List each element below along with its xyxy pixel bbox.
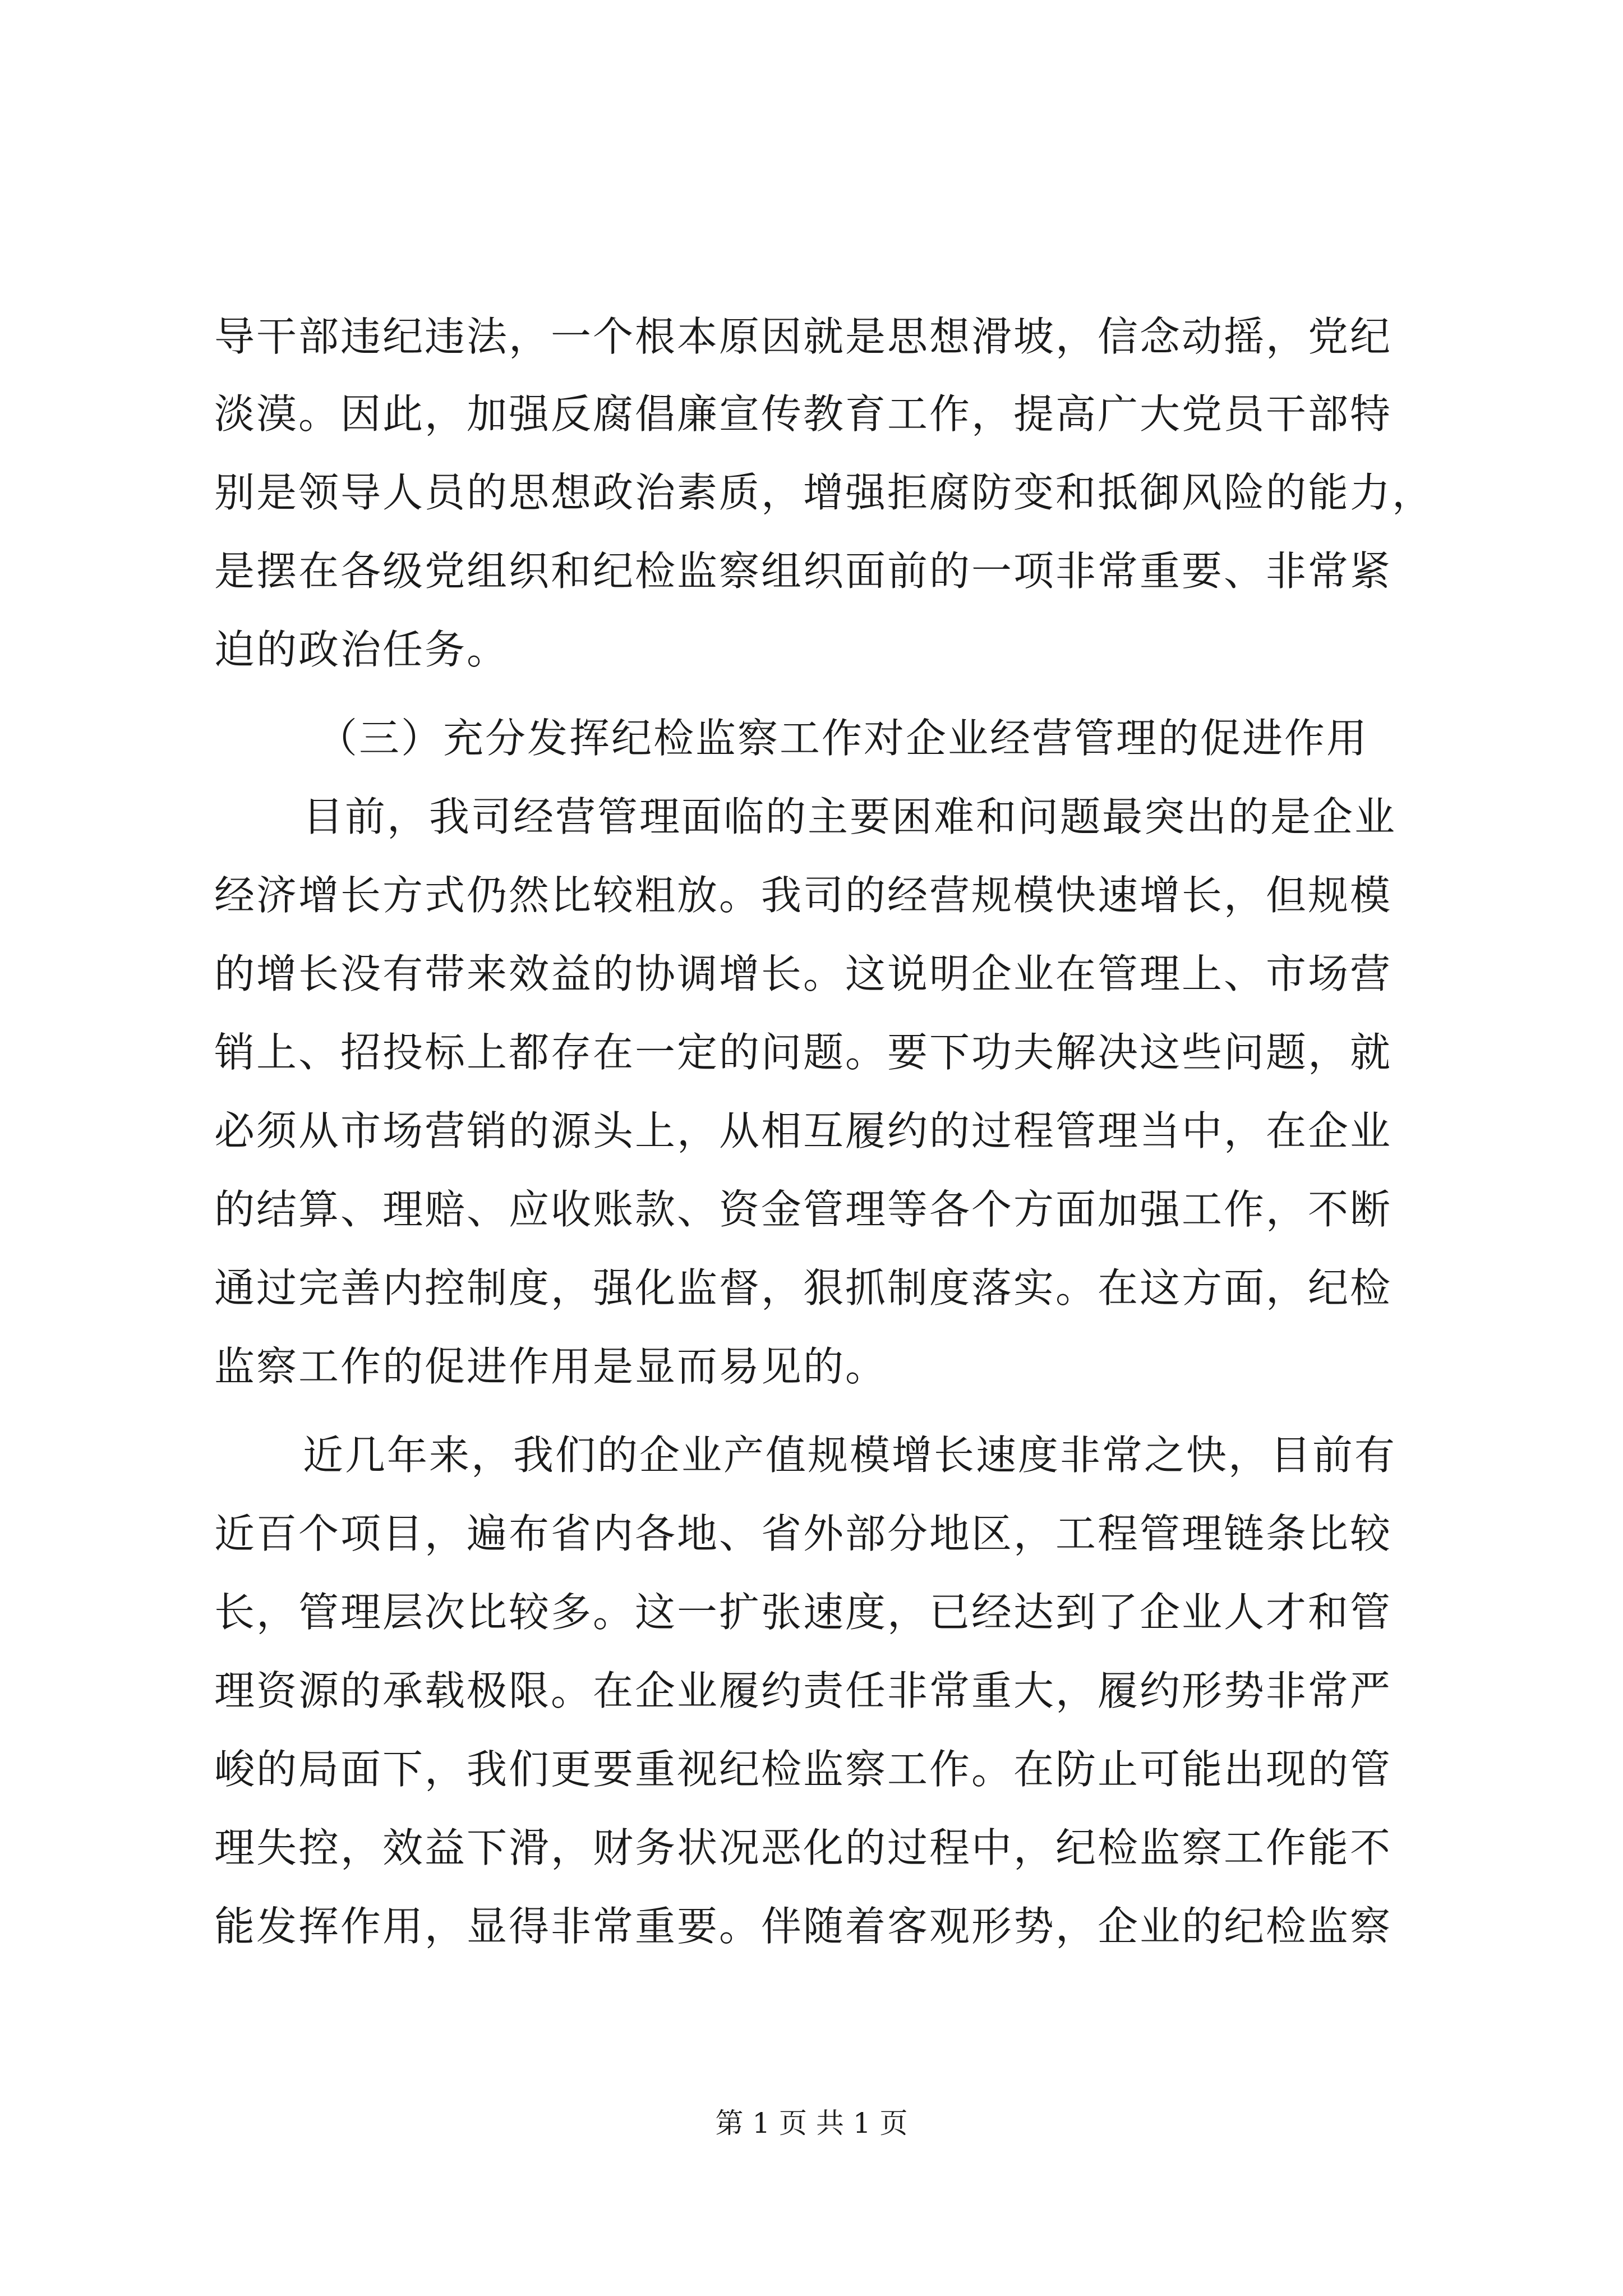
- text-line: 理失控，效益下滑，财务状况恶化的过程中，纪检监察工作能不: [214, 1824, 1393, 1871]
- text-line: 淡漠。因此，加强反腐倡廉宣传教育工作，提高广大党员干部特: [214, 390, 1393, 438]
- text-line: 导干部违纪违法，一个根本原因就是思想滑坡，信念动摇，党纪: [214, 313, 1393, 360]
- text-line: 峻的局面下，我们更要重视纪检监察工作。在防止可能出现的管: [214, 1746, 1393, 1793]
- text-line: 迫的政治任务。: [214, 626, 509, 673]
- text-line: 能发挥作用，显得非常重要。伴随着客观形势，企业的纪检监察: [214, 1903, 1393, 1950]
- text-line: 经济增长方式仍然比较粗放。我司的经营规模快速增长，但规模: [214, 872, 1393, 919]
- text-line: 长，管理层次比较多。这一扩张速度，已经达到了企业人才和管: [214, 1589, 1393, 1636]
- paragraph-first-line: 近几年来，我们的企业产值规模增长速度非常之快，目前有: [303, 1432, 1397, 1479]
- text-line: 近百个项目，遍布省内各地、省外部分地区，工程管理链条比较: [214, 1510, 1393, 1557]
- text-line: 的增长没有带来效益的协调增长。这说明企业在管理上、市场营: [214, 950, 1393, 997]
- text-line: 理资源的承载极限。在企业履约责任非常重大，履约形势非常严: [214, 1667, 1393, 1714]
- text-line: 通过完善内控制度，强化监督，狠抓制度落实。在这方面，纪检: [214, 1264, 1393, 1312]
- section-heading: （三）充分发挥纪检监察工作对企业经营管理的促进作用: [317, 715, 1369, 762]
- text-line: 销上、招投标上都存在一定的问题。要下功夫解决这些问题，就: [214, 1029, 1393, 1076]
- page-number-footer: 第 1 页 共 1 页: [715, 2107, 908, 2139]
- text-line: 是摆在各级党组织和纪检监察组织面前的一项非常重要、非常紧: [214, 547, 1393, 595]
- paragraph-first-line: 目前，我司经营管理面临的主要困难和问题最突出的是企业: [303, 793, 1397, 840]
- text-line: 必须从市场营销的源头上，从相互履约的过程管理当中，在企业: [214, 1107, 1393, 1154]
- text-line: 别是领导人员的思想政治素质，增强拒腐防变和抵御风险的能力，: [214, 469, 1435, 516]
- text-line: 监察工作的促进作用是显而易见的。: [214, 1343, 888, 1390]
- text-line: 的结算、理赔、应收账款、资金管理等各个方面加强工作，不断: [214, 1186, 1393, 1233]
